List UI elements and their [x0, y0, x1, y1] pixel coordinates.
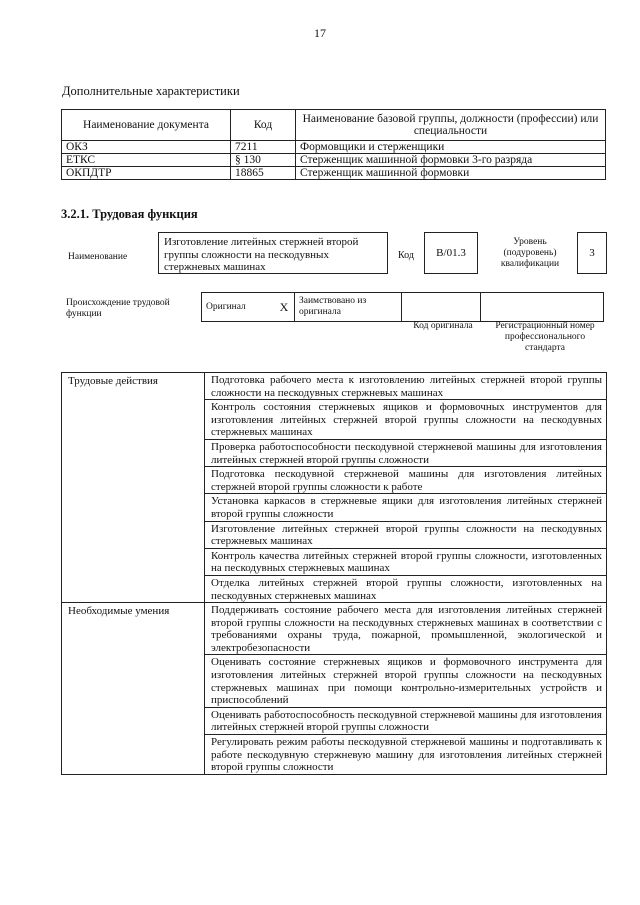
cell-group: Стерженщик машинной формовки 3-го разряда [296, 154, 606, 167]
function-details-table [61, 372, 607, 775]
list-item: Установка каркасов в стержневые ящики для изготовления литейных стержней второй группы сложности [205, 494, 607, 521]
list-item: Подготовка рабочего места к изготовлению литейных стержней второй группы сложности на пескодувных стержневых машинах [205, 373, 607, 400]
table-row [62, 167, 606, 180]
cell-document: ОКПДТР [62, 167, 231, 180]
table-row [62, 141, 606, 154]
cell-group: Формовщики и стерженщики [296, 141, 606, 154]
header-document-name: Наименование документа [62, 110, 231, 141]
origin-mark: X [274, 293, 295, 322]
list-item: Оценивать работоспособность пескодувной стержневой машины для изготовления литейных стержней второй группы сложности [205, 707, 607, 734]
cell-group: Стерженщик машинной формовки [296, 167, 606, 180]
list-item: Подготовка пескодувной стержневой машины для изготовления литейных стержней второй группы сложности к работе [205, 467, 607, 494]
origin-reg-number-cell [481, 293, 604, 322]
labor-actions-label: Трудовые действия [62, 373, 205, 603]
function-origin-label: Происхождение трудовой функции [66, 298, 170, 319]
table-row [62, 603, 607, 655]
origin-original-cell: Оригинал [202, 293, 275, 322]
table-row [62, 154, 606, 167]
qualification-level-label: Уровень (подуровень) квалификации [500, 237, 560, 269]
list-item: Контроль качества литейных стержней второй группы сложности, изготовленных на пескодувных стержневых машинах [205, 548, 607, 575]
labor-function-title: 3.2.1. Трудовая функция [61, 207, 198, 221]
cell-code: § 130 [231, 154, 296, 167]
original-code-caption: Код оригинала [413, 321, 473, 331]
list-item: Отделка литейных стержней второй группы сложности, изготовленных на пескодувных стержневых машинах [205, 575, 607, 602]
origin-table [201, 292, 604, 322]
additional-characteristics-title: Дополнительные характеристики [62, 84, 240, 98]
function-name-value: Изготовление литейных стержней второй группы сложности на пескодувных стержневых машинах [158, 232, 388, 274]
function-code-value: B/01.3 [424, 232, 478, 274]
cell-code: 7211 [231, 141, 296, 154]
page-number: 17 [314, 26, 326, 40]
table-row [62, 373, 607, 400]
list-item: Изготовление литейных стержней второй группы сложности на пескодувных стержневых машинах [205, 521, 607, 548]
origin-code-cell [402, 293, 481, 322]
cell-document: ОКЗ [62, 141, 231, 154]
registration-number-caption: Регистрационный номер профессионального стандарта [495, 321, 595, 353]
list-item: Проверка работоспособности пескодувной стержневой машины для изготовления литейных стержней второй группы сложности [205, 439, 607, 466]
list-item: Регулировать режим работы пескодувной стержневой машины и подготавливать к работе пескодувную стержневую машину для изготовления литейных стержней второй группы сложности [205, 735, 607, 775]
list-item: Контроль состояния стержневых ящиков и формовочных инструментов для изготовления литейных стержней второй группы сложности на пескодувных стержневых машинах [205, 400, 607, 440]
header-group-name: Наименование базовой группы, должности (профессии) или специальности [296, 110, 606, 141]
header-code: Код [231, 110, 296, 141]
origin-borrowed-cell: Заимствовано из оригинала [295, 293, 402, 322]
qualification-level-value: 3 [577, 232, 607, 274]
cell-code: 18865 [231, 167, 296, 180]
code-label: Код [398, 250, 414, 261]
table-header-row [62, 110, 606, 141]
required-skills-label: Необходимые умения [62, 603, 205, 775]
cell-document: ЕТКС [62, 154, 231, 167]
characteristics-table [61, 109, 606, 180]
list-item: Поддерживать состояние рабочего места для изготовления литейных стержней второй группы сложности на пескодувных стержневых машинах в соответствии с требованиями охраны труда, пожарной, промышленной, экологической и электробезопасности [205, 603, 607, 655]
list-item: Оценивать состояние стержневых ящиков и формовочного инструмента для изготовления литейных стержней второй группы сложности на пескодувных стержневых машинах при помощи контрольно-измерительных устройств и приспособлений [205, 655, 607, 707]
name-label: Наименование [68, 252, 128, 262]
